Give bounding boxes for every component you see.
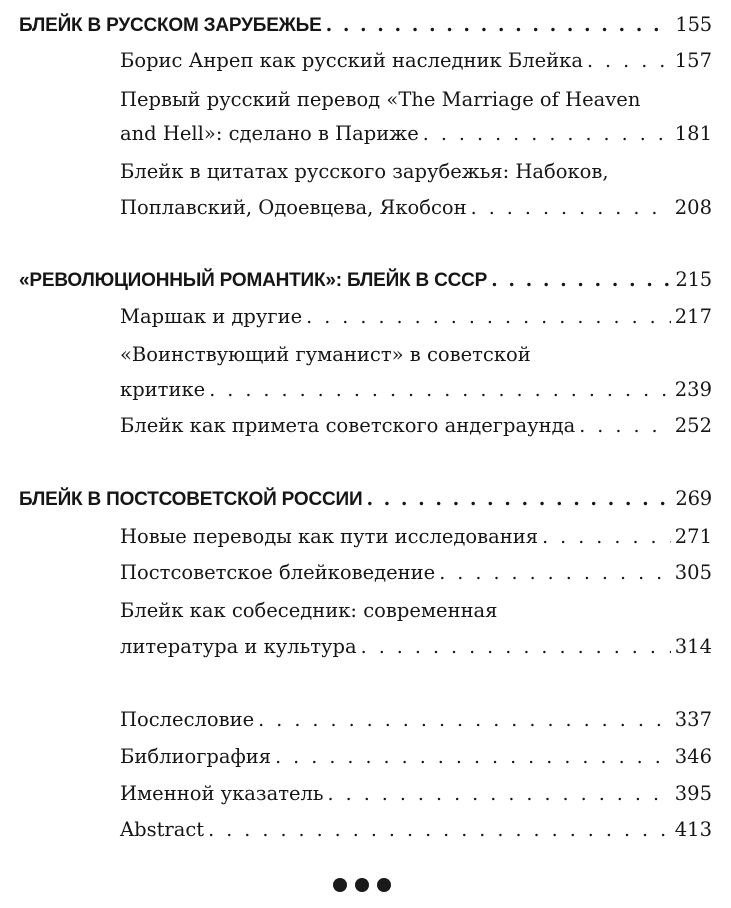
- entry-title: Именной указатель: [120, 782, 324, 805]
- leader-dots: [258, 705, 671, 735]
- page-number: 271: [674, 525, 712, 548]
- leader-dots: [579, 411, 671, 441]
- page-number: 305: [674, 561, 712, 584]
- page-number: 269: [675, 487, 712, 510]
- leader-dots: [326, 10, 672, 40]
- leader-dots: [366, 484, 671, 514]
- leader-dots: [471, 193, 671, 223]
- entry-title: Abstract: [120, 818, 205, 841]
- toc-entry: [120, 742, 712, 772]
- page-number: 217: [674, 305, 712, 328]
- entry-title-first-line: Блейк как собеседник: современная: [120, 599, 498, 622]
- page-number: 314: [674, 635, 712, 658]
- toc-entry: [120, 815, 712, 845]
- entry-title: Библиография: [120, 745, 272, 768]
- page-number: 215: [675, 268, 712, 291]
- leader-dots: [587, 46, 671, 76]
- page-number: 413: [674, 818, 712, 841]
- section-heading: [19, 265, 712, 296]
- leader-dots: [439, 558, 671, 588]
- entry-title: Блейк как примета советского андеграунда: [120, 414, 576, 437]
- toc-entry: [120, 779, 712, 809]
- dot-icon: [377, 878, 391, 892]
- toc-entry: [120, 119, 712, 149]
- page-number: 239: [674, 378, 712, 401]
- toc-entry: [120, 705, 712, 735]
- page-number: 252: [674, 414, 712, 437]
- toc-entry: [120, 302, 712, 332]
- leader-dots: [423, 119, 671, 149]
- toc-entry: [120, 558, 712, 588]
- toc-entry: [120, 411, 712, 441]
- entry-title-first-line: Первый русский перевод «The Marriage of Heaven: [120, 88, 641, 111]
- entry-title-first-line: Блейк в цитатах русского зарубежья: Набоков,: [120, 160, 609, 183]
- leader-dots: [491, 265, 671, 295]
- leader-dots: [209, 375, 671, 405]
- entry-title: Маршак и другие: [120, 305, 303, 328]
- leader-dots: [328, 779, 671, 809]
- page-number: 181: [674, 122, 712, 145]
- entry-title: Послесловие: [120, 708, 255, 731]
- section-heading: [19, 10, 712, 41]
- page-number: 157: [674, 49, 712, 72]
- page-number: 395: [674, 782, 712, 805]
- dot-icon: [333, 878, 347, 892]
- entry-title-first-line: «Воинствующий гуманист» в советской: [120, 343, 531, 366]
- leader-dots: [306, 302, 671, 332]
- ornament-dots-icon: [333, 878, 391, 892]
- page-number: 337: [674, 708, 712, 731]
- entry-title: Поплавский, Одоевцева, Якобсон: [120, 196, 467, 219]
- toc-entry: [120, 193, 712, 223]
- entry-title: критике: [120, 378, 206, 401]
- entry-title: Постсоветское блейковедение: [120, 561, 436, 584]
- section-title: БЛЕЙК В ПОСТСОВЕТСКОЙ РОССИИ: [19, 489, 363, 510]
- toc-entry: [120, 375, 712, 405]
- leader-dots: [542, 522, 671, 552]
- section-title: БЛЕЙК В РУССКОМ ЗАРУБЕЖЬЕ: [19, 15, 322, 36]
- dot-icon: [355, 878, 369, 892]
- toc-entry: [120, 632, 712, 662]
- page-number: 346: [674, 745, 712, 768]
- leader-dots: [275, 742, 671, 772]
- leader-dots: [208, 815, 671, 845]
- page-number: 208: [674, 196, 712, 219]
- entry-title: and Hell»: сделано в Париже: [120, 122, 419, 145]
- section-title: «РЕВОЛЮЦИОННЫЙ РОМАНТИК»: БЛЕЙК В СССР: [19, 270, 488, 291]
- section-heading: [19, 484, 712, 515]
- leader-dots: [361, 632, 671, 662]
- page-number: 155: [675, 13, 712, 36]
- entry-title: литература и культура: [120, 635, 357, 658]
- entry-title: Новые переводы как пути исследования: [120, 525, 539, 548]
- toc-entry: [120, 46, 712, 76]
- entry-title: Борис Анреп как русский наследник Блейка: [120, 49, 583, 72]
- toc-entry: [120, 522, 712, 552]
